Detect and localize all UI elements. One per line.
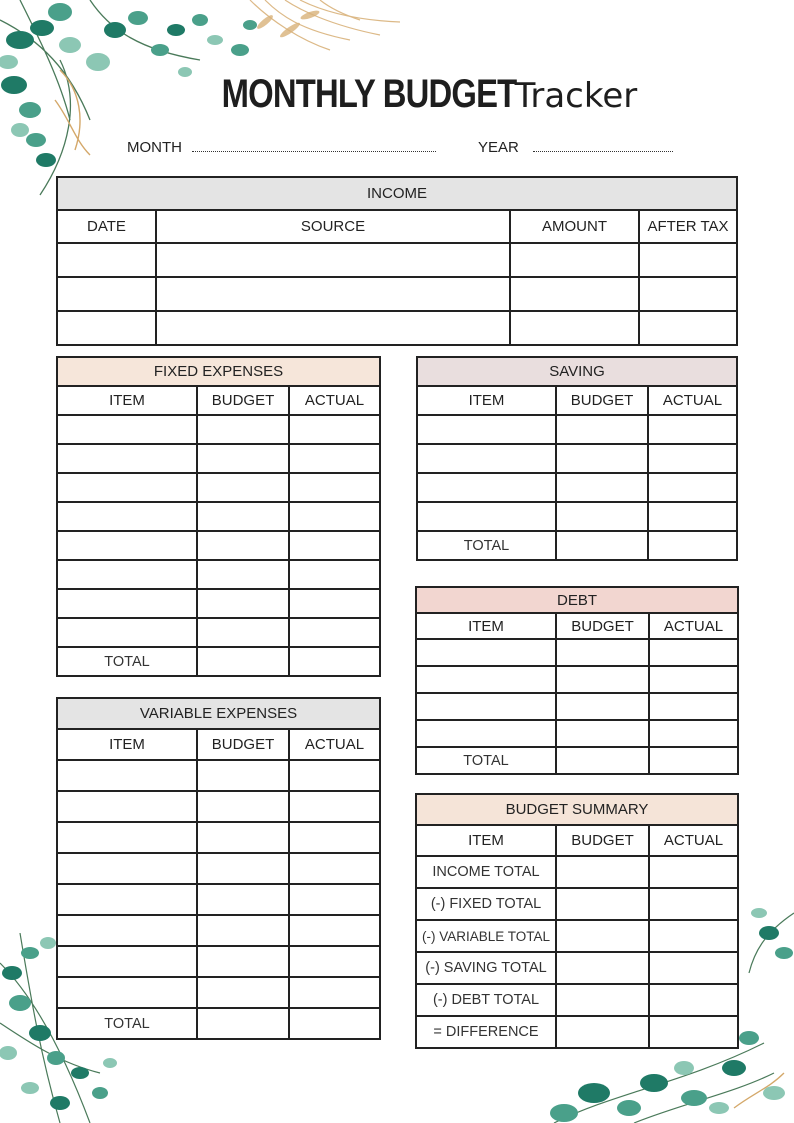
year-label: YEAR <box>478 139 519 156</box>
table-row <box>416 888 738 920</box>
cell[interactable] <box>289 589 380 618</box>
fixed-col-item: ITEM <box>57 386 197 415</box>
cell[interactable] <box>57 473 197 502</box>
cell[interactable] <box>649 888 738 920</box>
cell[interactable] <box>649 666 738 693</box>
cell[interactable] <box>639 311 737 345</box>
cell[interactable] <box>556 1016 649 1048</box>
income-col-source: SOURCE <box>156 210 510 243</box>
table-row <box>416 720 738 747</box>
cell[interactable] <box>197 884 289 915</box>
summary-row-label: INCOME TOTAL <box>416 856 556 888</box>
summary-row-label: = DIFFERENCE <box>416 1016 556 1048</box>
saving-table <box>416 356 738 561</box>
saving-col-budget: BUDGET <box>556 386 648 415</box>
table-row <box>57 531 380 560</box>
cell[interactable] <box>289 853 380 884</box>
fixed-total-budget[interactable] <box>197 647 289 676</box>
cell[interactable] <box>57 884 197 915</box>
cell[interactable] <box>556 720 649 747</box>
cell[interactable] <box>57 822 197 853</box>
cell[interactable] <box>197 502 289 531</box>
summary-col-item: ITEM <box>416 825 556 856</box>
saving-col-actual: ACTUAL <box>648 386 737 415</box>
cell[interactable] <box>649 1016 738 1048</box>
summary-col-budget: BUDGET <box>556 825 649 856</box>
variable-col-item: ITEM <box>57 729 197 760</box>
cell[interactable] <box>197 444 289 473</box>
cell[interactable] <box>556 502 648 531</box>
debt-total-actual[interactable] <box>649 747 738 774</box>
income-col-date: DATE <box>57 210 156 243</box>
table-row <box>416 639 738 666</box>
cell[interactable] <box>57 531 197 560</box>
table-row <box>57 589 380 618</box>
cell[interactable] <box>57 560 197 589</box>
cell[interactable] <box>57 589 197 618</box>
cell[interactable] <box>197 589 289 618</box>
year-line <box>533 139 673 152</box>
cell[interactable] <box>649 693 738 720</box>
table-row <box>57 473 380 502</box>
debt-total-label: TOTAL <box>416 747 556 774</box>
cell[interactable] <box>289 822 380 853</box>
income-col-after-tax: AFTER TAX <box>639 210 737 243</box>
month-line <box>192 139 436 152</box>
title-bold: MONTHLY BUDGET <box>221 72 517 116</box>
cell[interactable] <box>197 560 289 589</box>
debt-col-budget: BUDGET <box>556 613 649 639</box>
table-row <box>417 502 737 531</box>
cell[interactable] <box>556 952 649 984</box>
cell[interactable] <box>289 977 380 1008</box>
cell[interactable] <box>57 791 197 822</box>
cell[interactable] <box>197 822 289 853</box>
table-row <box>416 920 738 952</box>
fixed-total-actual[interactable] <box>289 647 380 676</box>
table-row <box>57 444 380 473</box>
cell[interactable] <box>556 639 649 666</box>
cell[interactable] <box>648 444 737 473</box>
summary-row-label: (-) SAVING TOTAL <box>416 952 556 984</box>
cell[interactable] <box>57 444 197 473</box>
cell[interactable] <box>197 853 289 884</box>
cell[interactable] <box>289 791 380 822</box>
cell[interactable] <box>289 502 380 531</box>
cell[interactable] <box>648 502 737 531</box>
cell[interactable] <box>556 666 649 693</box>
variable-header: VARIABLE EXPENSES <box>57 698 380 729</box>
table-row <box>57 760 380 791</box>
table-row <box>416 666 738 693</box>
table-row <box>57 915 380 946</box>
cell[interactable] <box>556 920 649 952</box>
saving-col-item: ITEM <box>417 386 556 415</box>
cell[interactable] <box>416 720 556 747</box>
cell[interactable] <box>289 473 380 502</box>
income-table <box>56 176 738 346</box>
cell[interactable] <box>197 760 289 791</box>
cell[interactable] <box>289 444 380 473</box>
cell[interactable] <box>649 639 738 666</box>
income-col-amount: AMOUNT <box>510 210 639 243</box>
table-row <box>57 853 380 884</box>
table-row <box>57 791 380 822</box>
fixed-col-actual: ACTUAL <box>289 386 380 415</box>
summary-row-label: (-) DEBT TOTAL <box>416 984 556 1016</box>
saving-total-actual[interactable] <box>648 531 737 560</box>
fixed-expenses-table <box>56 356 381 677</box>
page-title <box>0 72 794 117</box>
cell[interactable] <box>289 560 380 589</box>
table-row <box>57 243 737 277</box>
cell[interactable] <box>289 884 380 915</box>
variable-col-budget: BUDGET <box>197 729 289 760</box>
cell[interactable] <box>57 977 197 1008</box>
table-row <box>57 560 380 589</box>
cell[interactable] <box>417 444 556 473</box>
fixed-col-budget: BUDGET <box>197 386 289 415</box>
cell[interactable] <box>649 720 738 747</box>
cell[interactable] <box>649 952 738 984</box>
month-label: MONTH <box>127 139 182 156</box>
cell[interactable] <box>57 277 156 311</box>
cell[interactable] <box>556 473 648 502</box>
cell[interactable] <box>417 415 556 444</box>
cell[interactable] <box>556 984 649 1016</box>
cell[interactable] <box>197 946 289 977</box>
debt-total-budget[interactable] <box>556 747 649 774</box>
summary-row-label: (-) VARIABLE TOTAL <box>416 920 556 952</box>
cell[interactable] <box>510 277 639 311</box>
cell[interactable] <box>556 444 648 473</box>
cell[interactable] <box>57 853 197 884</box>
cell[interactable] <box>289 618 380 647</box>
debt-col-actual: ACTUAL <box>649 613 738 639</box>
saving-total-budget[interactable] <box>556 531 648 560</box>
table-row <box>57 311 737 345</box>
cell[interactable] <box>289 531 380 560</box>
summary-header: BUDGET SUMMARY <box>416 794 738 825</box>
cell[interactable] <box>649 856 738 888</box>
cell[interactable] <box>289 760 380 791</box>
cell[interactable] <box>649 920 738 952</box>
debt-header: DEBT <box>416 587 738 613</box>
table-row <box>57 946 380 977</box>
income-header: INCOME <box>57 177 737 210</box>
table-row <box>416 952 738 984</box>
cell[interactable] <box>289 415 380 444</box>
cell[interactable] <box>648 473 737 502</box>
cell[interactable] <box>156 243 510 277</box>
fixed-header: FIXED EXPENSES <box>57 357 380 386</box>
variable-col-actual: ACTUAL <box>289 729 380 760</box>
cell[interactable] <box>556 415 648 444</box>
variable-total-budget[interactable] <box>197 1008 289 1039</box>
cell[interactable] <box>197 618 289 647</box>
cell[interactable] <box>57 915 197 946</box>
variable-total-actual[interactable] <box>289 1008 380 1039</box>
table-row <box>417 415 737 444</box>
cell[interactable] <box>416 639 556 666</box>
cell[interactable] <box>57 618 197 647</box>
debt-table <box>415 586 739 775</box>
table-row <box>417 444 737 473</box>
cell[interactable] <box>417 473 556 502</box>
variable-expenses-table <box>56 697 381 1040</box>
cell[interactable] <box>197 915 289 946</box>
budget-summary-table <box>415 793 739 1049</box>
table-row <box>57 415 380 444</box>
cell[interactable] <box>416 666 556 693</box>
cell[interactable] <box>510 311 639 345</box>
cell[interactable] <box>556 856 649 888</box>
cell[interactable] <box>57 760 197 791</box>
cell[interactable] <box>197 415 289 444</box>
saving-header: SAVING <box>417 357 737 386</box>
cell[interactable] <box>57 415 197 444</box>
cell[interactable] <box>417 502 556 531</box>
cell[interactable] <box>556 888 649 920</box>
summary-row-label: (-) FIXED TOTAL <box>416 888 556 920</box>
cell[interactable] <box>416 693 556 720</box>
cell[interactable] <box>639 243 737 277</box>
cell[interactable] <box>289 946 380 977</box>
table-row <box>417 473 737 502</box>
cell[interactable] <box>57 502 197 531</box>
table-row <box>57 822 380 853</box>
table-row <box>416 1016 738 1048</box>
year-field[interactable] <box>478 139 673 156</box>
table-row <box>416 693 738 720</box>
variable-total-label: TOTAL <box>57 1008 197 1039</box>
cell[interactable] <box>197 977 289 1008</box>
cell[interactable] <box>57 946 197 977</box>
title-light: Tracker <box>514 76 638 116</box>
cell[interactable] <box>556 693 649 720</box>
table-row <box>57 618 380 647</box>
table-row <box>57 277 737 311</box>
month-field[interactable] <box>127 139 436 156</box>
summary-col-actual: ACTUAL <box>649 825 738 856</box>
cell[interactable] <box>57 243 156 277</box>
table-row <box>57 884 380 915</box>
debt-col-item: ITEM <box>416 613 556 639</box>
table-row <box>57 977 380 1008</box>
fixed-total-label: TOTAL <box>57 647 197 676</box>
cell[interactable] <box>639 277 737 311</box>
cell[interactable] <box>649 984 738 1016</box>
table-row <box>416 856 738 888</box>
cell[interactable] <box>57 311 156 345</box>
saving-total-label: TOTAL <box>417 531 556 560</box>
cell[interactable] <box>197 473 289 502</box>
cell[interactable] <box>510 243 639 277</box>
cell[interactable] <box>156 311 510 345</box>
table-row <box>57 502 380 531</box>
table-row <box>416 984 738 1016</box>
cell[interactable] <box>197 791 289 822</box>
cell[interactable] <box>197 531 289 560</box>
cell[interactable] <box>289 915 380 946</box>
cell[interactable] <box>648 415 737 444</box>
cell[interactable] <box>156 277 510 311</box>
